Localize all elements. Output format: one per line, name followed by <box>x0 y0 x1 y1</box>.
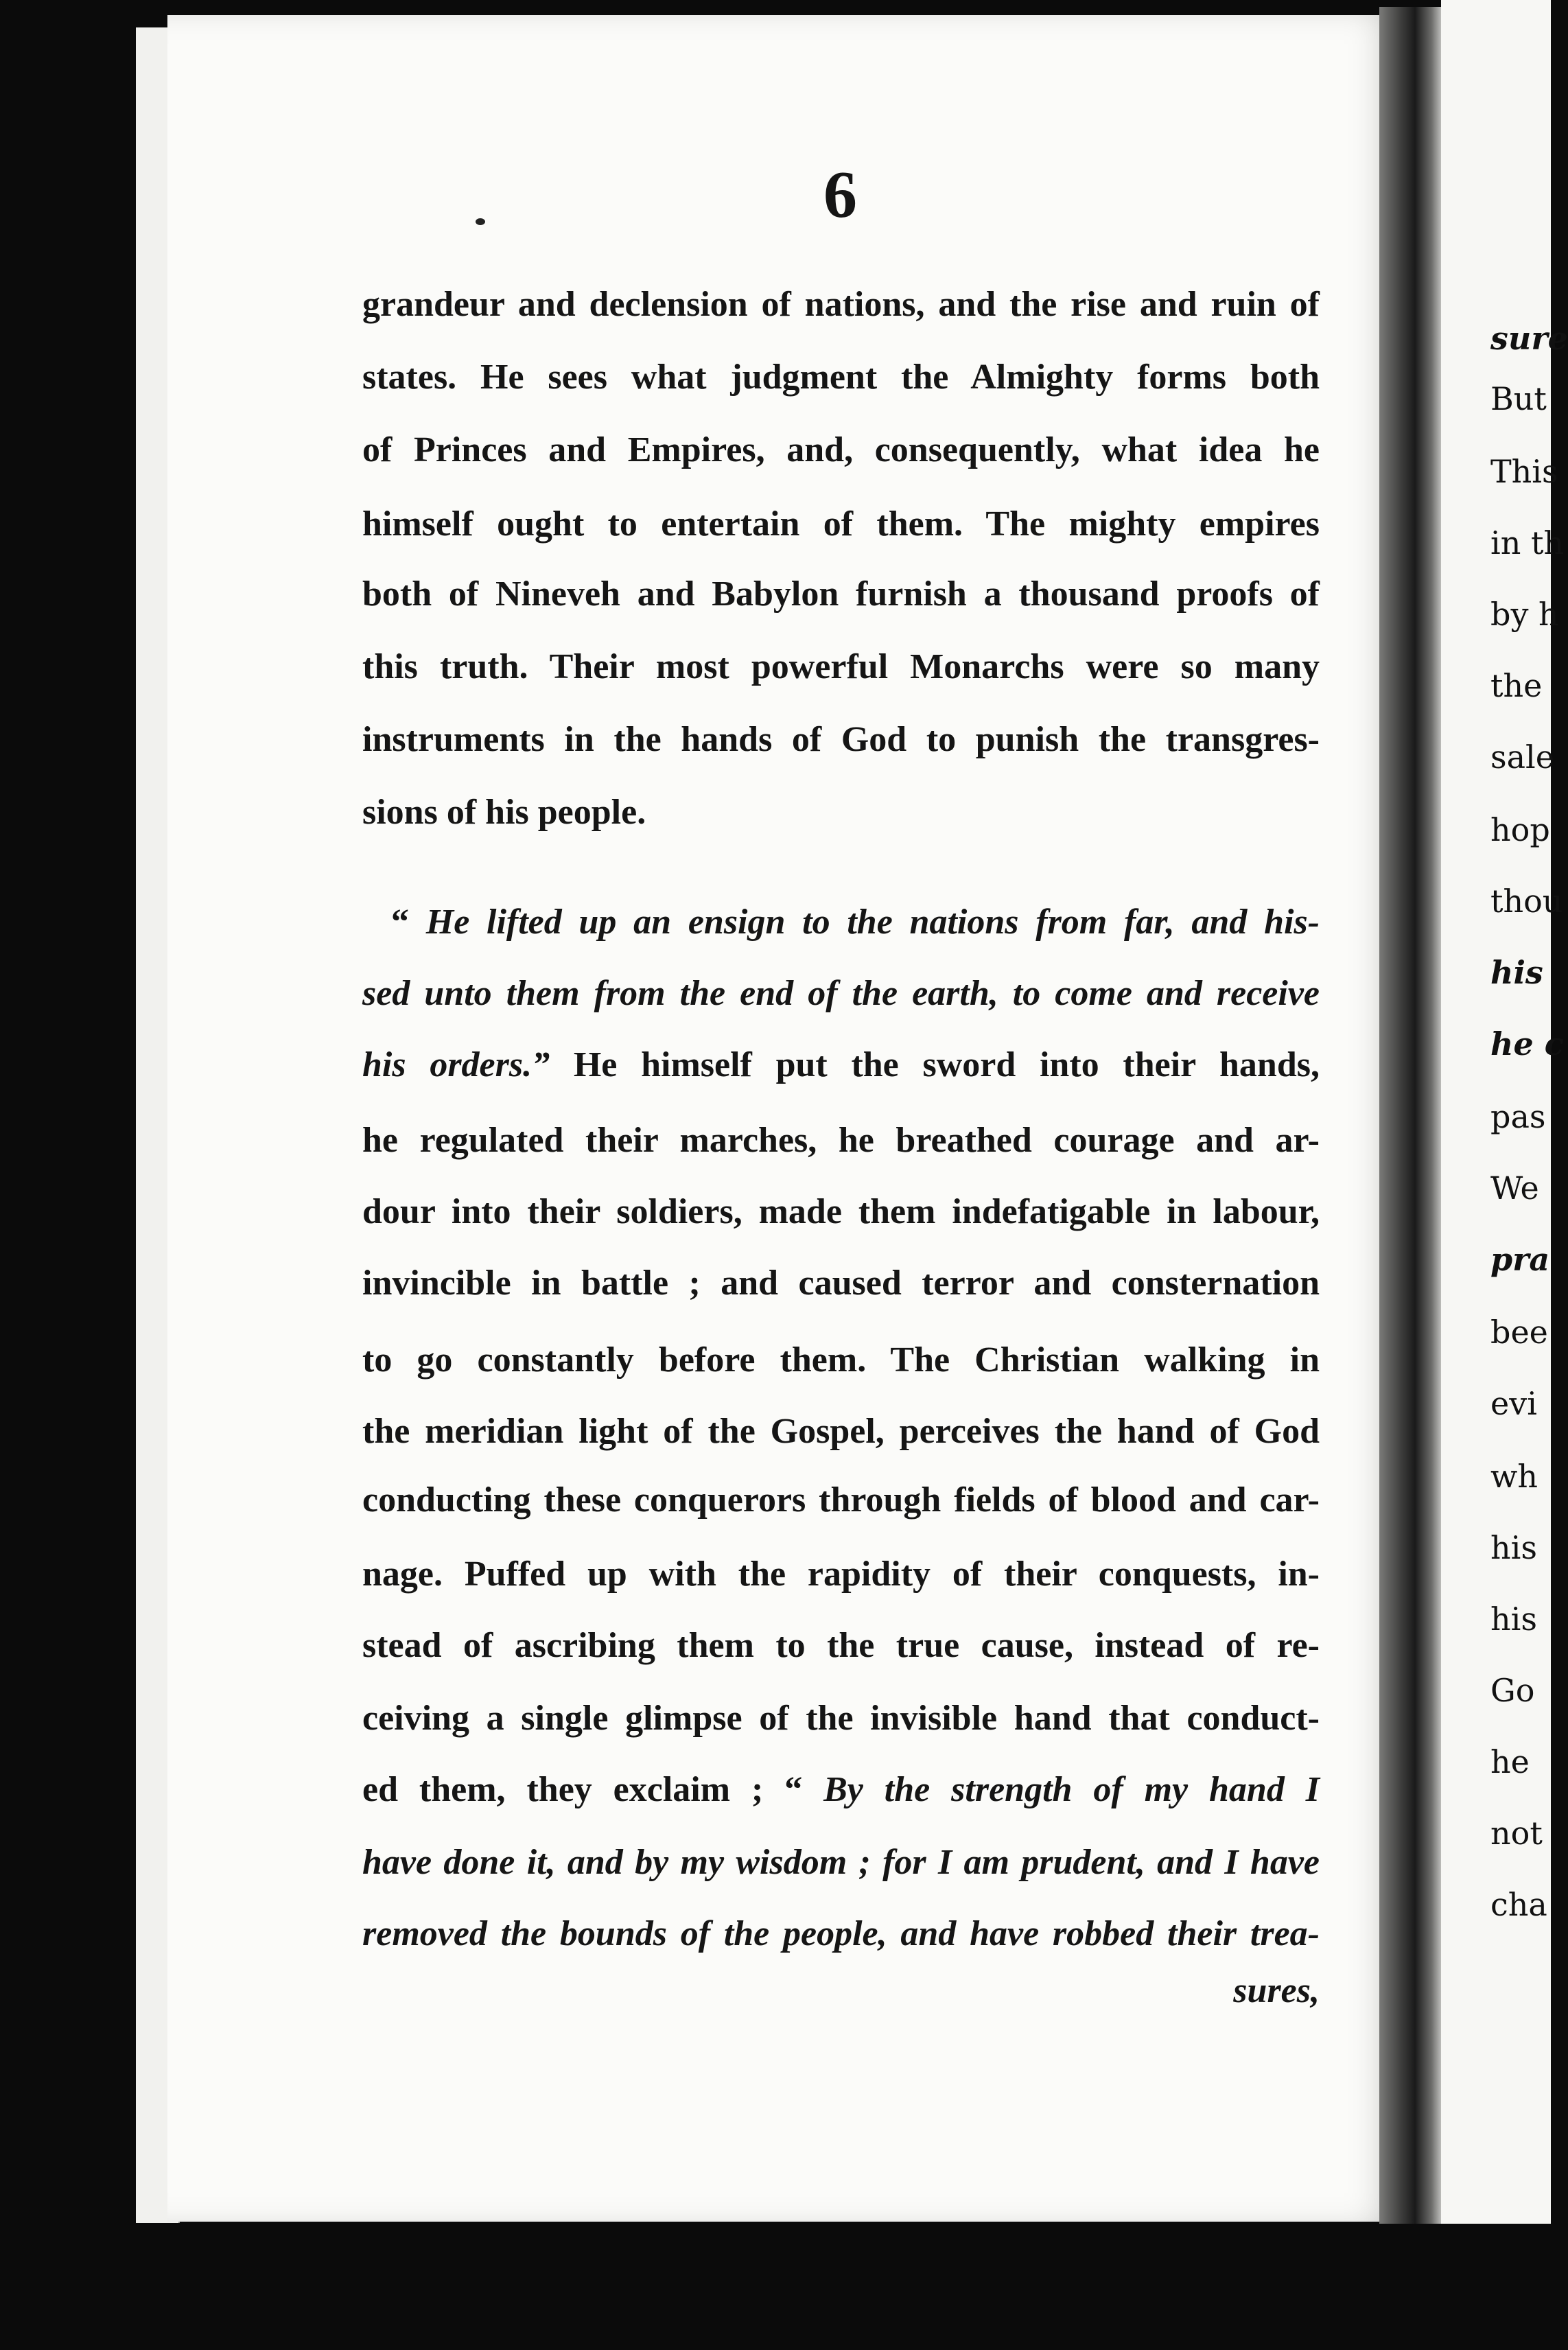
text-line <box>362 1557 1320 1592</box>
roman-span: ceiving a single glimpse of the invisible hand that conduct- <box>362 1699 1320 1738</box>
page-number: 6 <box>823 158 857 232</box>
italic-span: his orders.” <box>362 1045 550 1084</box>
text-line <box>362 1266 1320 1301</box>
page-gutter-shadow <box>1379 7 1444 2224</box>
catchword: sures, <box>1233 1971 1320 2010</box>
roman-span: “ <box>391 903 426 942</box>
roman-span: sions of his people. <box>362 793 646 832</box>
text-line <box>362 1342 1320 1378</box>
text-line <box>362 722 1320 758</box>
facing-page-text-fragment: sale <box>1490 738 1554 776</box>
text-line <box>362 1628 1320 1664</box>
facing-page-text-fragment: bee <box>1490 1314 1548 1351</box>
roman-span: of Princes and Empires, and, consequently, what idea he <box>362 430 1320 469</box>
text-line <box>362 1701 1320 1736</box>
text-line <box>362 504 1320 544</box>
text-line <box>362 795 1320 830</box>
text-line <box>362 1194 1320 1230</box>
italic-span: have done it, and by my wisdom ; for I am prudent, and I have <box>362 1843 1320 1882</box>
facing-page-text-fragment: sure <box>1490 320 1568 357</box>
roman-span: he regulated their marches, he breathed courage and ar- <box>362 1121 1320 1160</box>
facing-page-text-fragment: pra <box>1490 1241 1550 1278</box>
facing-page <box>1441 0 1568 2224</box>
roman-span: both of Nineveh and Babylon furnish a thousand proofs of <box>362 574 1320 614</box>
roman-span: instruments in the hands of God to punish the transgres- <box>362 720 1320 759</box>
facing-page-text-fragment: Go <box>1490 1672 1535 1709</box>
facing-page-text-fragment: his <box>1490 954 1543 991</box>
facing-page-text-fragment: the <box>1490 667 1543 704</box>
text-line <box>362 1123 1320 1159</box>
text-line <box>362 1047 1320 1083</box>
facing-page-text-fragment: not <box>1490 1815 1543 1852</box>
roman-span: grandeur and declension of nations, and the rise and ruin of <box>362 285 1320 324</box>
book-page <box>167 15 1400 2222</box>
text-line <box>362 976 1320 1012</box>
facing-page-text-fragment: We <box>1490 1170 1539 1207</box>
roman-span: invincible in battle ; and caused terror and consternation <box>362 1264 1320 1303</box>
facing-page-text-fragment: his <box>1490 1529 1537 1566</box>
facing-page-text-fragment: hop <box>1490 811 1550 848</box>
facing-page-text-fragment: thou <box>1490 883 1563 920</box>
ink-speck <box>476 218 485 225</box>
italic-span: He lifted up an ensign to the nations from far, and his- <box>425 903 1320 942</box>
roman-span: to go constantly before them. The Christian walking in <box>362 1340 1320 1380</box>
italic-span: sed unto them from the end of the earth, to come and receive <box>362 974 1320 1013</box>
text-line <box>362 287 1320 323</box>
roman-span: stead of ascribing them to the true cause, instead of re- <box>362 1626 1320 1665</box>
facing-page-text-fragment: by h <box>1490 596 1559 633</box>
italic-span: By the strength of my hand I <box>823 1770 1320 1809</box>
text-line <box>362 360 1320 395</box>
facing-page-text-fragment: pas <box>1490 1098 1546 1135</box>
italic-span: removed the bounds of the people, and have robbed their trea- <box>362 1914 1320 1953</box>
text-line <box>362 1482 1320 1518</box>
facing-page-text-fragment: cha <box>1490 1886 1547 1923</box>
roman-span: nage. Puffed up with the rapidity of their conquests, in- <box>362 1555 1320 1594</box>
text-line <box>362 649 1320 685</box>
facing-page-text-fragment: But <box>1490 380 1547 417</box>
text-line <box>362 1845 1320 1881</box>
facing-page-text-fragment: he c <box>1490 1025 1564 1062</box>
text-line <box>362 432 1320 468</box>
roman-span: He himself put the sword into their hands, <box>550 1045 1320 1084</box>
facing-page-text-fragment: wh <box>1490 1458 1538 1495</box>
roman-span: himself ought to entertain of them. The mighty empires <box>362 504 1320 544</box>
facing-page-text-fragment: evi <box>1490 1385 1537 1422</box>
roman-span: this truth. Their most powerful Monarchs were so many <box>362 647 1320 686</box>
text-line <box>362 1916 1320 1952</box>
facing-page-text-fragment: he <box>1490 1743 1530 1780</box>
text-line <box>362 1772 1320 1808</box>
text-line <box>391 905 1320 940</box>
facing-page-text-fragment: in th <box>1490 524 1565 561</box>
text-line <box>362 574 1320 614</box>
roman-span: dour into their soldiers, made them indefatigable in labour, <box>362 1192 1320 1231</box>
facing-page-text-fragment: This <box>1490 453 1558 490</box>
scan-background <box>0 2224 1551 2350</box>
roman-span: the meridian light of the Gospel, perceives the hand of God <box>362 1412 1320 1451</box>
roman-span: ed them, they exclaim ; “ <box>362 1770 824 1809</box>
roman-span: conducting these conquerors through fields of blood and car- <box>362 1480 1320 1520</box>
facing-page-text-fragment: his <box>1490 1601 1537 1638</box>
text-line <box>362 1414 1320 1450</box>
roman-span: states. He sees what judgment the Almighty forms both <box>362 358 1320 397</box>
